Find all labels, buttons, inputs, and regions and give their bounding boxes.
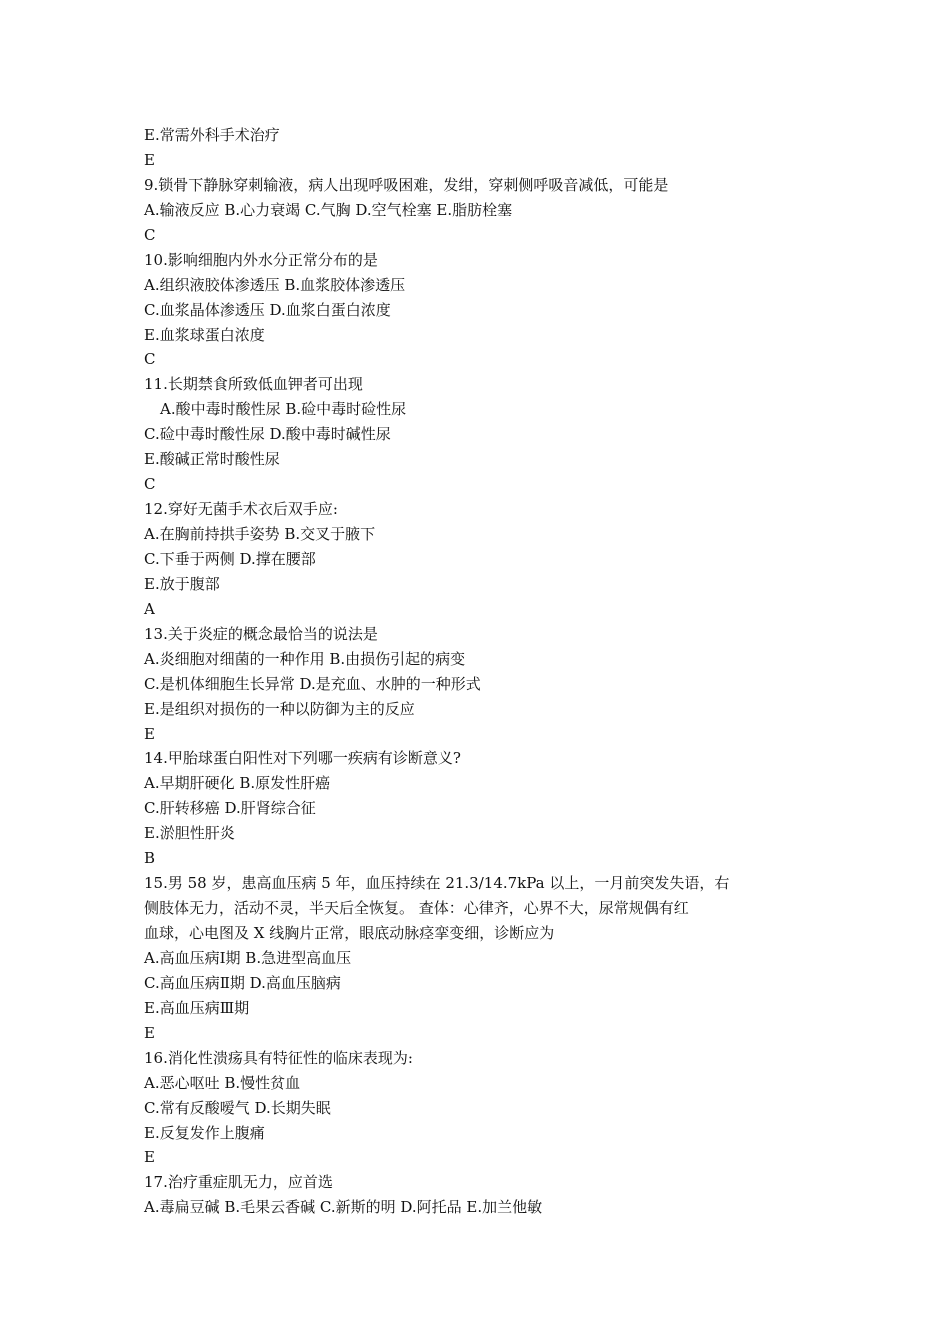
- option-line: A.高血压病Ⅰ期 B.急进型高血压: [144, 948, 352, 967]
- option-line: C.高血压病Ⅱ期 D.高血压脑病: [144, 973, 341, 992]
- question-text: 10.影响细胞内外水分正常分布的是: [144, 250, 378, 269]
- question-text: 侧肢体无力，活动不灵，半天后全恢复。 查体：心律齐，心界不大，尿常规偶有红: [144, 899, 689, 918]
- option-line: C.是机体细胞生长异常 D.是充血、水肿的一种形式: [144, 674, 481, 693]
- answer-key: E: [144, 150, 155, 169]
- option-line: C.下垂于两侧 D.撑在腰部: [144, 549, 316, 568]
- option-line: C.常有反酸嗳气 D.长期失眠: [144, 1098, 331, 1117]
- option-line: A.酸中毒时酸性尿 B.硷中毒时硷性尿: [160, 400, 407, 419]
- question-text: 13.关于炎症的概念最恰当的说法是: [144, 624, 378, 643]
- option-line: E.放于腹部: [144, 574, 220, 593]
- option-line: A.输液反应 B.心力衰竭 C.气胸 D.空气栓塞 E.脂肪栓塞: [144, 200, 513, 219]
- option-line: E.血浆球蛋白浓度: [144, 325, 265, 344]
- question-text: 16.消化性溃疡具有特征性的临床表现为:: [144, 1048, 413, 1067]
- option-line: A.组织液胶体渗透压 B.血浆胶体渗透压: [144, 275, 406, 294]
- option-line: E.是组织对损伤的一种以防御为主的反应: [144, 699, 415, 718]
- option-line: A.毒扁豆碱 B.毛果云香碱 C.新斯的明 D.阿托品 E.加兰他敏: [144, 1198, 543, 1217]
- option-line: E.淤胆性肝炎: [144, 824, 235, 843]
- option-line: C.肝转移癌 D.肝肾综合征: [144, 799, 316, 818]
- question-text: 14.甲胎球蛋白阳性对下列哪一疾病有诊断意义?: [144, 749, 461, 768]
- option-line: A.早期肝硬化 B.原发性肝癌: [144, 774, 331, 793]
- answer-key: E: [144, 1148, 155, 1167]
- question-text: 9.锁骨下静脉穿刺输液，病人出现呼吸困难，发绀，穿刺侧呼吸音减低，可能是: [144, 175, 669, 194]
- option-line: A.在胸前持拱手姿势 B.交叉于腋下: [144, 525, 376, 543]
- option-line: A.恶心呕吐 B.慢性贫血: [144, 1073, 301, 1092]
- option-line: E.常需外科手术治疗: [144, 126, 280, 144]
- answer-key: E: [144, 724, 155, 743]
- question-text: 11.长期禁食所致低血钾者可出现: [144, 375, 363, 394]
- answer-key: A: [144, 599, 155, 618]
- answer-key: C: [144, 475, 156, 494]
- question-text: 17.治疗重症肌无力，应首选: [144, 1173, 333, 1192]
- answer-key: B: [144, 849, 156, 868]
- question-text: 血球，心电图及 X 线胸片正常，眼底动脉痉挛变细，诊断应为: [144, 924, 555, 942]
- answer-key: E: [144, 1023, 155, 1042]
- question-text: 15.男 58 岁，患高血压病 5 年，血压持续在 21.3/14.7kPa 以上，一月前突发失语，右: [144, 874, 730, 893]
- answer-key: C: [144, 225, 156, 244]
- option-line: E.反复发作上腹痛: [144, 1123, 265, 1142]
- option-line: C.血浆晶体渗透压 D.血浆白蛋白浓度: [144, 300, 391, 319]
- option-line: A.炎细胞对细菌的一种作用 B.由损伤引起的病变: [144, 649, 466, 668]
- option-line: E.高血压病Ⅲ期: [144, 998, 250, 1017]
- option-line: C.硷中毒时酸性尿 D.酸中毒时碱性尿: [144, 425, 391, 444]
- question-text: 12.穿好无菌手术衣后双手应:: [144, 500, 338, 519]
- document-body: [144, 123, 764, 1220]
- answer-key: C: [144, 350, 156, 369]
- option-line: E.酸碱正常时酸性尿: [144, 450, 280, 469]
